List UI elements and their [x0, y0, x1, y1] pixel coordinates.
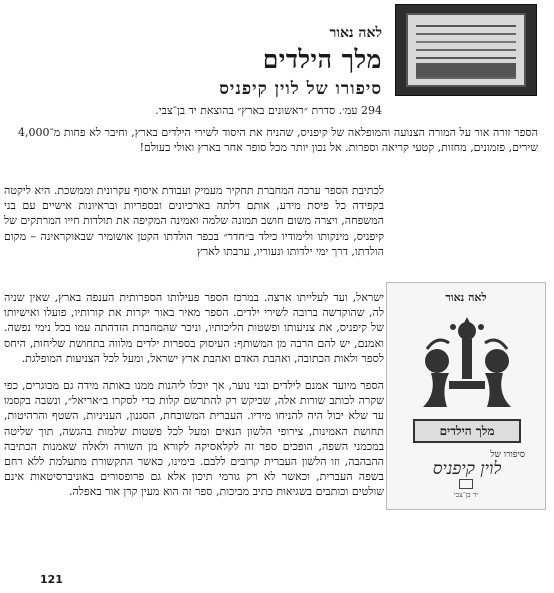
- cover-name-script: לוין קיפניס: [432, 459, 502, 479]
- book-title: מלך הילדים: [262, 45, 382, 74]
- page-number: 121: [40, 573, 63, 586]
- paragraph-3: הספר מיועד אמנם לילדים ובני נוער, אך יוכלו ליהנות ממנו באותה מידה גם מבוגרים, כפי שקרה לכותב שורות אלה, שביקש רק להתרשם קלות כדי לסקרו ב״אריאל״, ונשבה בקסמו עד שלא יכול היה להניחו מידיו. העברית המשובחת, הסגנון, העניניות, השטף והרהיטות, תחושת האמינות, צירופי הלשון הנאים ומעל לכל פשטות שלמות בהגשה, תוך שליטה במכמני השפה, הופכים ספר זה לקלאסיקה לקורא מן השורה ולאלה שאמנות הכתיבה ההבהבה, וזו הלשון העברית קרובים ללבם. בימינו, כאשר התקשורת מתעלמת ללא רחם בשפה העברית, וכאשר לא רק גורמי תיכון אלא גם פרופסורים באוניברסיטאות אינם שולטים וכותבים בשגיאות כתיב מביכות, ספר זה הוא מעין קרן אור באפלה.: [4, 379, 384, 499]
- cover-subtitle: סיפורו של: [490, 450, 525, 460]
- paragraph-2: לכתיבת הספר ערכה המחברת תחקיר מעמיק ועבודת איסוף עקרונית וממשכת. היא ליקטה בקפידה כל פיסת מידע, אותם דלתה בארכיונים ובספריות ובראיונות אישיים עם בני המשפחה, ויצרה משום חושב תמונה שלמה ואמינה המקיפה את תולדות חייו המרתקים של קיפניס, מינקותו ולימודיו כילד ב״חדר״ בכפר הולדתו הקטן אושומיר שבאוקראינה – מקום הולדתו, דרך ימי ילדותו ונעוריו, ערבתו לארץ: [4, 184, 384, 258]
- book-subtitle: סיפורו של לוין קיפניס: [219, 79, 382, 99]
- paragraph-2-continued: ישראל, ועד לעלייתו ארצה. במרכז הספר פעילותו הספרותית הענפה בארץ, שאין שניה לה, שהוקדשה ברובה לשירי ילדים. הספר מאיר באור יקרות את קורותיו, פועלו ואישיותו של קיפניס, את צניעותו ופשטות הליכותיו, וניכר שהמחברת הזדהתה עמו בכל נימי נפשה. ואמנם, יש להם הרבה מן המשותף: העיסוק בספרות ילדים מלווה בתחושת שליחות, היחס לספר ולאות הכתובה, ואהבת האדם ואהבת ארץ ישראל, ומעל לכל הצניעות המופלגת.: [4, 291, 384, 365]
- publication-info: 294 עמ׳. סדרת ״ראשונים בארץ״ בהוצאת יד בן־צבי.: [155, 104, 382, 117]
- cover-illustration: [409, 311, 525, 411]
- paragraph-1: הספר זורה אור על המורה הצנועה והמופלאה של קיפניס, שהניח את היסוד לשירי הילדים בארץ, וחיבר לא פחות מ־4,000 שירים, פזמונים, מחזות, קטעי קריאה וספרות. אל נכון יותר מכל סופר אחר בארץ ואולי בעולם!: [18, 126, 538, 155]
- cover-publisher: יד בן־צבי: [387, 479, 545, 499]
- cover-author: לאה נאור: [445, 291, 487, 304]
- book-cover-image: [386, 282, 546, 510]
- cover-title: מלך הילדים: [439, 423, 495, 438]
- book-photo: [395, 4, 537, 96]
- cover-title-box: [413, 419, 521, 443]
- author-name: לאה נאור: [329, 25, 382, 41]
